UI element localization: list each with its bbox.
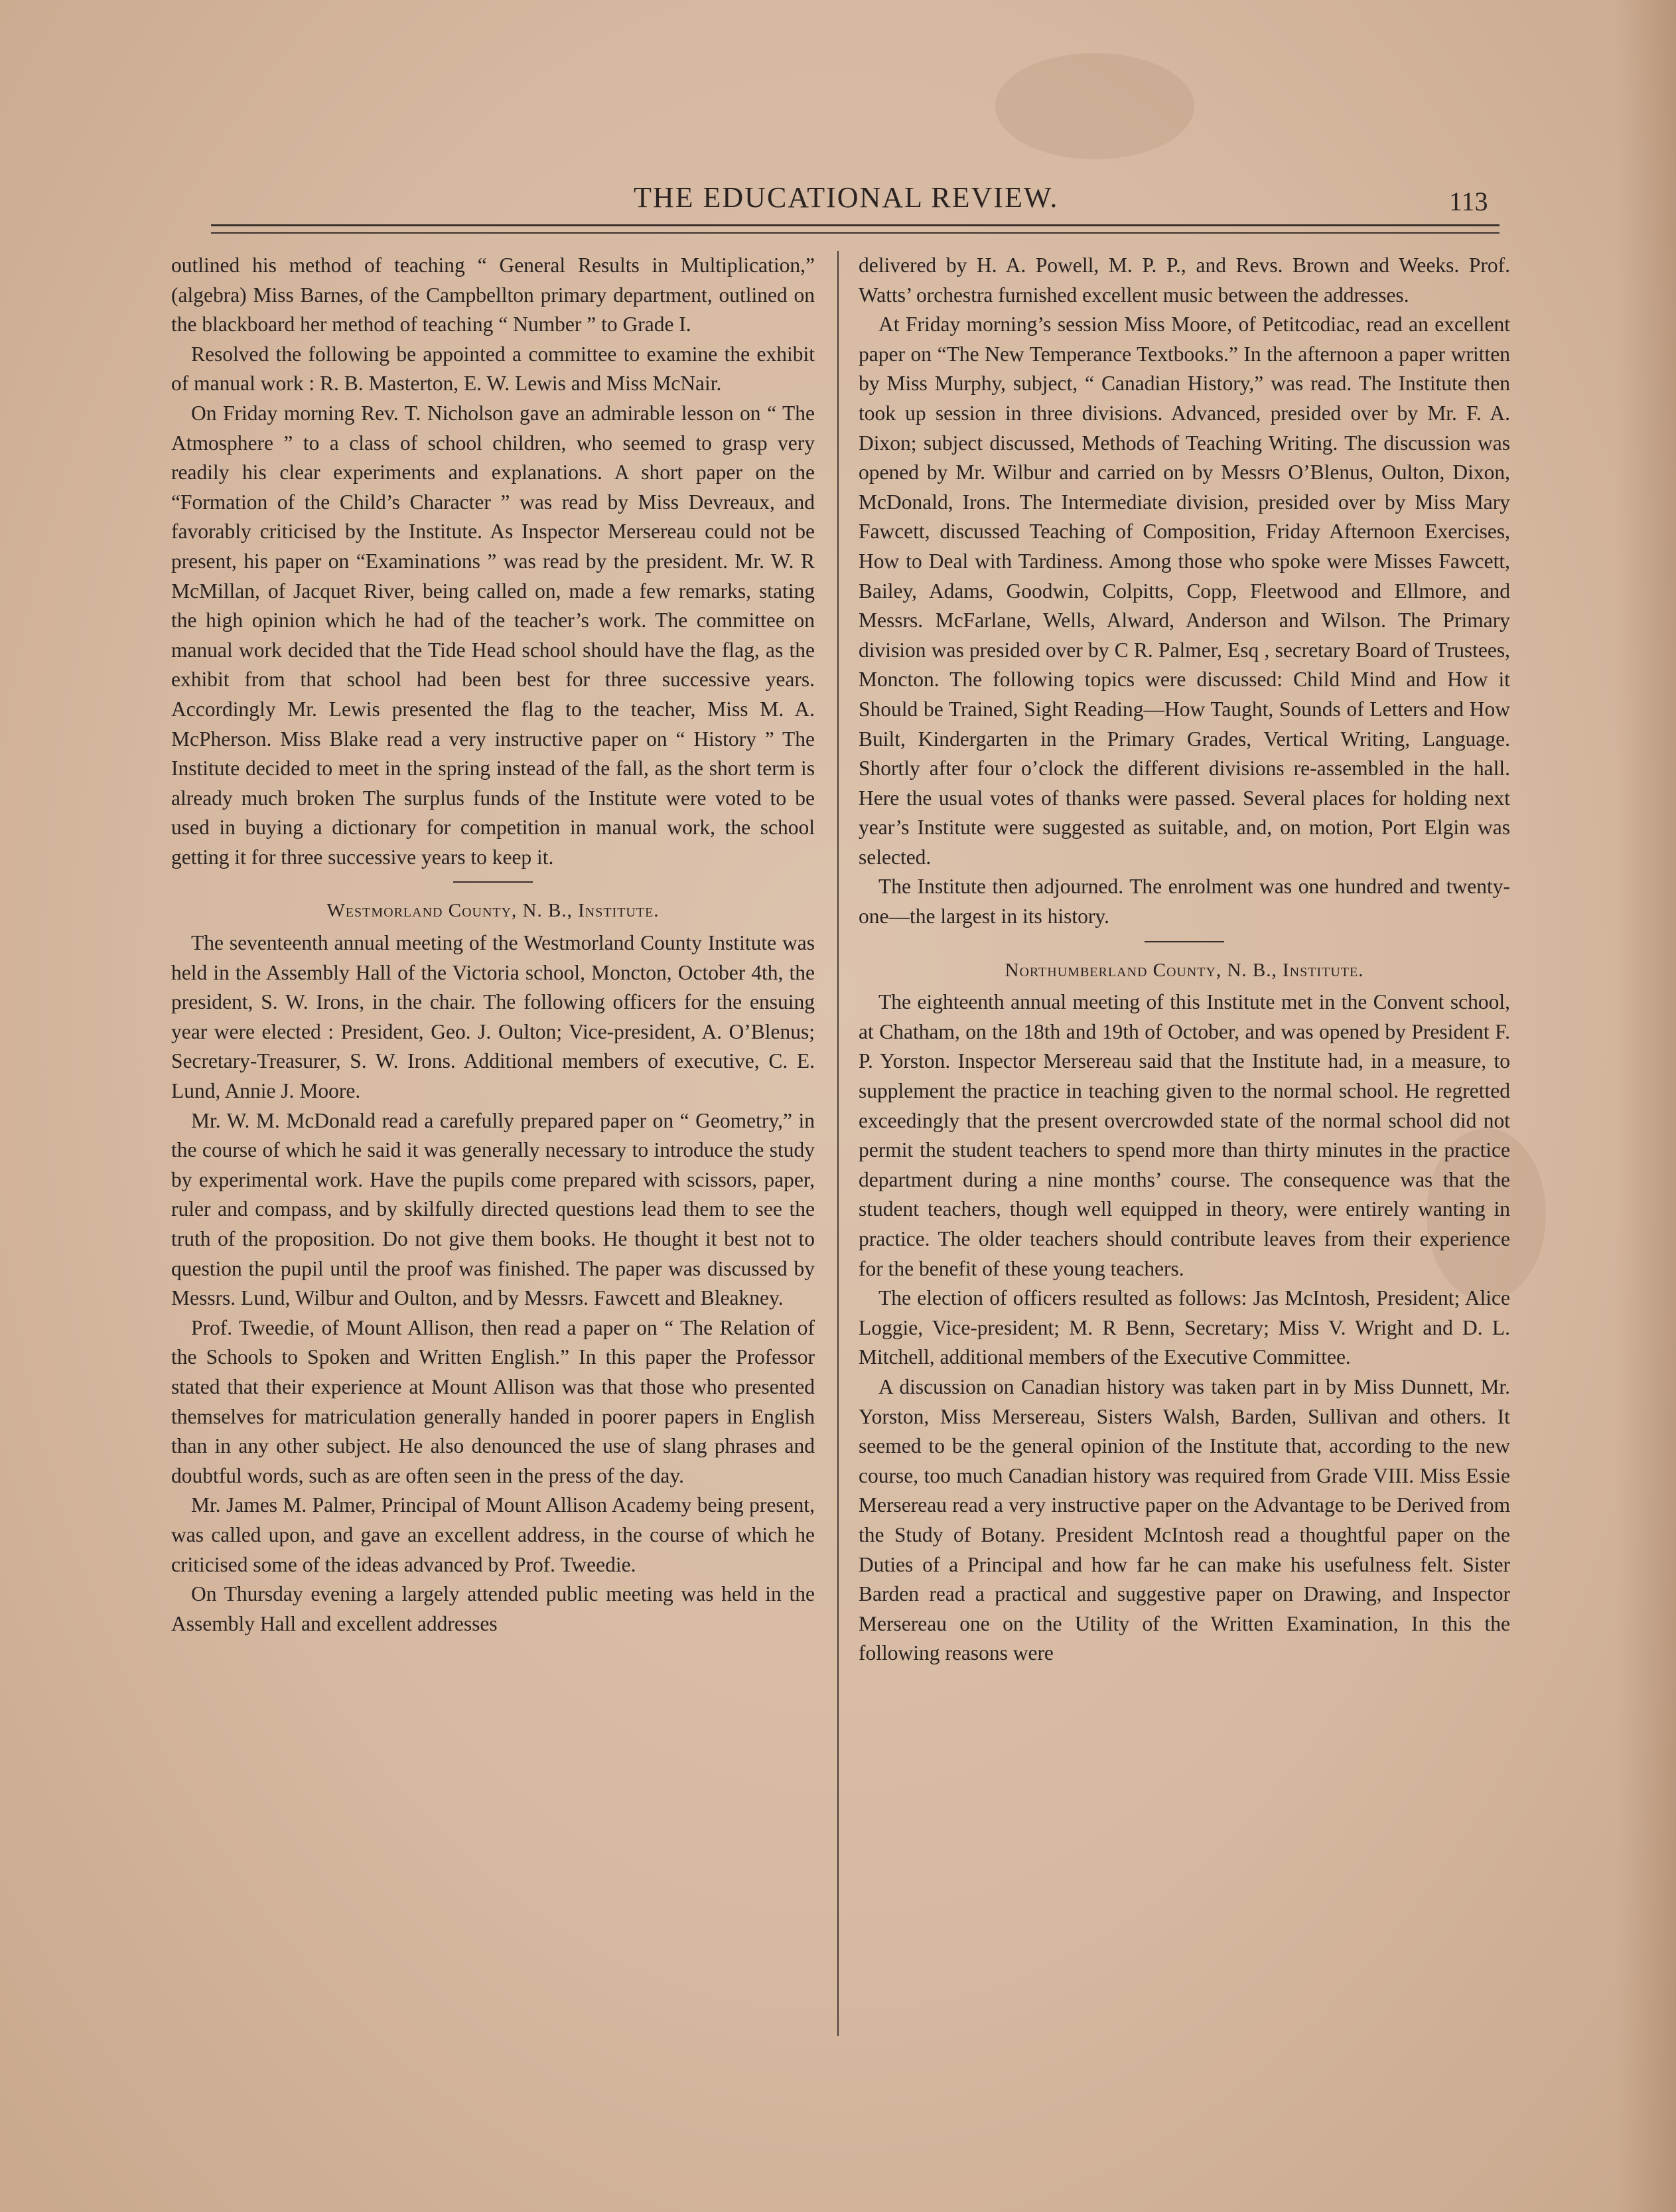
paragraph: Prof. Tweedie, of Mount Allison, then read a paper on “ The Relation of the Schools to Spoken and Written English.” In this paper the Professor stated that their experience at Mount Allison was that those who presented themselves for matriculation generally handed in poorer papers in English than in any other subject. He also denounced the use of slang phrases and doubtful words, such as are often seen in the press of the day.: [171, 1315, 815, 1487]
paragraph: A discussion on Canadian history was taken part in by Miss Dunnett, Mr. Yorston, Miss Mersereau, Sisters Walsh, Barden, Sullivan and others. It seemed to be the general opinion of the Institute that, according to the new course, too much Canadian history was required from Grade VIII. Miss Essie Mersereau read a very instructive paper on the Advantage to be Derived from the Study of Botany. President McIntosh read a thoughtful paper on the Duties of a Principal and how far he can make his usefulness felt. Sister Barden read a practical and suggestive paper on Drawing, and Inspector Mersereau one on the Utility of the Written Examination, In this the following reasons were: [859, 1374, 1510, 1665]
right-column: [859, 251, 1510, 1668]
paragraph: On Friday morning Rev. T. Nicholson gave an admirable lesson on “ The Atmosphere ” to a class of school children, who seemed to grasp very readily his clear experiments and explanations. A short paper on the “Formation of the Child’s Character ” was read by Miss Devreaux, and favorably criticised by the Institute. As Inspector Mersereau could not be present, his paper on “Examinations ” was read by the president. Mr. W. R McMillan, of Jacquet River, being called on, made a few remarks, stating the high opinion which he had of the teacher’s work. The committee on manual work decided that the Tide Head school should have the flag, as the exhibit from that school had been best for three successive years. Accordingly Mr. Lewis presented the flag to the teacher, Miss M. A. McPherson. Miss Blake read a very instructive paper on “ History ” The Institute decided to meet in the spring instead of the fall, as the short term is already much broken The surplus funds of the Institute were voted to be used in buying a dictionary for competition in manual work, the school getting it for three successive years to keep it.: [171, 401, 815, 869]
paragraph: delivered by H. A. Powell, M. P. P., and Revs. Brown and Weeks. Prof. Watts’ orchestra furnished excellent music between the addresses.: [859, 254, 1510, 307]
page-number: 113: [1449, 186, 1488, 216]
column-divider: [837, 251, 839, 2036]
paragraph: The election of officers resulted as follows: Jas McIntosh, President; Alice Loggie, Vice-president; M. R Benn, Secretary; Miss V. Wright and D. L. Mitchell, additional members of the Executive Committee.: [859, 1286, 1510, 1369]
paragraph: outlined his method of teaching “ General Results in Multiplication,” (algebra) Miss Barnes, of the Campbellton primary department, outlined on the blackboard her method of teaching “ Number ” to Grade I.: [171, 254, 815, 336]
paragraph: Mr. W. M. McDonald read a carefully prepared paper on “ Geometry,” in the course of which he said it was generally necessary to introduce the study by experimental work. Have the pupils come prepared with scissors, paper, ruler and compass, and by skilfully directed questions lead them to see the truth of the proposition. Do not give them books. He thought it best not to question the pupil until the proof was finished. The paper was discussed by Messrs. Lund, Wilbur and Oulton, and by Messrs. Fawcett and Bleakney.: [171, 1108, 815, 1310]
header-rule: [211, 232, 1500, 234]
section-heading-westmorland: Westmorland County, N. B., Institute.: [326, 900, 660, 922]
header-rule: [211, 224, 1500, 226]
paragraph: On Thursday evening a largely attended public meeting was held in the Assembly Hall and excellent addresses: [171, 1582, 815, 1635]
paragraph: Resolved the following be appointed a committee to examine the exhibit of manual work : R. B. Masterton, E. W. Lewis and Miss McNair.: [171, 342, 815, 396]
running-title: THE EDUCATIONAL REVIEW.: [634, 181, 1059, 214]
paragraph: The Institute then adjourned. The enrolment was one hundred and twenty-one—the largest in its history.: [859, 875, 1510, 928]
section-rule: [453, 881, 533, 883]
paragraph: Mr. James M. Palmer, Principal of Mount Allison Academy being present, was called upon, and gave an excellent address, in the course of which he criticised some of the ideas advanced by Prof. Tweedie.: [171, 1493, 815, 1576]
paragraph: At Friday morning’s session Miss Moore, of Petitcodiac, read an excellent paper on “The New Temperance Textbooks.” In the afternoon a paper written by Miss Murphy, subject, “ Canadian History,” was read. The Institute then took up session in three divisions. Advanced, presided over by Mr. F. A. Dixon; subject discussed, Methods of Teaching Writing. The discussion was opened by Mr. Wilbur and carried on by Messrs O’Blenus, Oulton, Dixon, McDonald, Irons. The Intermediate division, presided over by Miss Mary Fawcett, discussed Teaching of Composition, Friday Afternoon Exercises, How to Deal with Tardiness. Among those who spoke were Misses Fawcett, Bailey, Adams, Goodwin, Colpitts, Copp, Fleetwood and Ellmore, and Messrs. McFarlane, Wells, Alward, Anderson and Wilson. The Primary division was presided over by C R. Palmer, Esq , secretary Board of Trustees, Moncton. The following topics were discussed: Child Mind and How it Should be Trained, Sight Reading—How Taught, Sounds of Letters and How Built, Kindergarten in the Primary Grades, Vertical Writing, Language. Shortly after four o’clock the different divisions re-assembled in the hall. Here the usual votes of thanks were passed. Several places for holding next year’s Institute were suggested as suitable, and, on motion, Port Elgin was selected.: [859, 313, 1510, 869]
section-heading-northumberland: Northumberland County, N. B., Institute.: [1005, 959, 1364, 981]
paragraph: The eighteenth annual meeting of this Institute met in the Convent school, at Chatham, on the 18th and 19th of October, and was opened by President F. P. Yorston. Inspector Mersereau said that the Institute had, in a measure, to supplement the practice in teaching given to the normal school. He regretted exceedingly that the present overcrowded state of the normal school did not permit the student teachers to spend more than thirty minutes in the practice department during a nine months’ course. The consequence was that the student teachers, though well equipped in theory, were entirely wanting in practice. The older teachers should contribute leaves from their experience for the benefit of these young teachers.: [859, 990, 1510, 1280]
left-column: [171, 251, 815, 1639]
paper-stain: [995, 53, 1194, 159]
section-rule: [1145, 941, 1224, 942]
paragraph: The seventeenth annual meeting of the Westmorland County Institute was held in the Assembly Hall of the Victoria school, Moncton, October 4th, the president, S. W. Irons, in the chair. The following officers for the ensuing year were elected : President, Geo. J. Oulton; Vice-president, A. O’Blenus; Secretary-Treasurer, S. W. Irons. Additional members of executive, C. E. Lund, Annie J. Moore.: [171, 931, 815, 1103]
